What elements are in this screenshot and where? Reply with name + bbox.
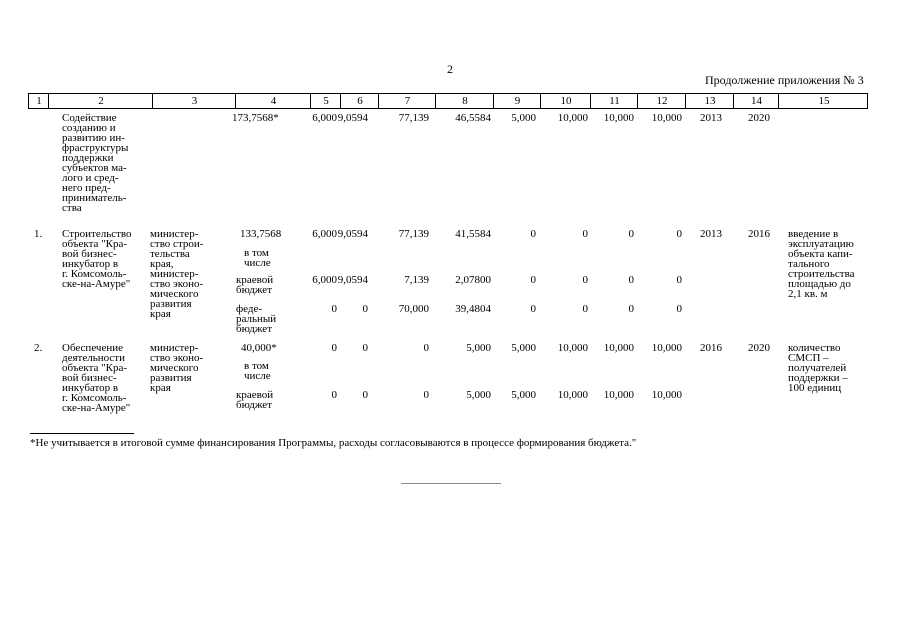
row1-total-col7: 77,139 [398,228,429,240]
intro-start: 2013 [700,112,722,124]
row1-result: введение в эксплуатацию объекта капи- тального строительства площадью до 2,1 кв. м [788,228,855,300]
row1-regional-col5: 6,000 [312,274,337,286]
row2-total-col6: 0 [362,342,368,354]
row2-total-col5: 0 [331,342,337,354]
row2-regional-col9: 5,000 [511,389,536,401]
row1-incl: в том числе [244,247,271,269]
row2-total-col8: 5,000 [466,342,491,354]
row2-end: 2020 [748,342,770,354]
row1-total-col6: 9,0594 [337,228,368,240]
intro-col8: 46,5584 [455,112,491,124]
row1-total-col12: 0 [676,228,682,240]
continuation-label: Продолжение приложения № 3 [705,73,864,87]
end-divider [401,483,501,484]
intro-col6: 9,0594 [337,112,368,124]
footnote-divider [30,433,134,434]
row2-name: Обеспечение деятельности объекта "Кра- вой бизнес- инкубатор в г. Комсомоль- ске-на-Амуре" [62,342,131,414]
row1-federal-col10: 0 [582,303,588,315]
row1-federal-col12: 0 [676,303,682,315]
row1-total-col8: 41,5584 [455,228,491,240]
row1-regional-col11: 0 [628,274,634,286]
row2-regional-col7: 0 [423,389,429,401]
row1-regional-col9: 0 [530,274,536,286]
row1-federal-col9: 0 [530,303,536,315]
intro-end: 2020 [748,112,770,124]
row2-total-col7: 0 [423,342,429,354]
row1-number: 1. [34,228,43,240]
row1-start: 2013 [700,228,722,240]
header-col-1: 1 [36,95,42,107]
row2-incl: в том числе [244,360,271,382]
row2-regional-col10: 10,000 [557,389,588,401]
footnote: *Не учитывается в итоговой сумме финансирования Программы, расходы согласовываются в процессе формирования бюджета." [30,437,637,449]
header-col-3: 3 [191,95,198,107]
row1-federal-col8: 39,4804 [455,303,491,315]
row2-total: 40,000* [241,342,277,354]
row2-total-col10: 10,000 [557,342,588,354]
row2-start: 2016 [700,342,722,354]
header-col-9: 9 [514,95,521,107]
page-number: 2 [447,62,453,76]
row1-executor: министер- ство строи- тельства края, министер- ство эконо- мического развития края [150,228,204,320]
intro-col10: 10,000 [557,112,588,124]
row2-total-col11: 10,000 [603,342,634,354]
row1-regional-col6: 9,0594 [337,274,368,286]
row1-federal-col6: 0 [362,303,368,315]
header-col-4: 4 [270,95,277,107]
row1-total-col5: 6,000 [312,228,337,240]
row1-total-col9: 0 [530,228,536,240]
row1-federal-col5: 0 [331,303,337,315]
row2-total-col9: 5,000 [511,342,536,354]
row2-regional-col5: 0 [331,389,337,401]
row2-regional-col12: 10,000 [651,389,682,401]
row1-total-col11: 0 [628,228,634,240]
row2-number: 2. [34,342,43,354]
header-col-8: 8 [462,95,468,107]
row1-federal-label: феде- ральный бюджет [236,303,277,335]
row1-regional-col8: 2,07800 [455,274,491,286]
row2-result: количество СМСП – получателей поддержки – 100 единиц [788,342,848,394]
header-col-13: 13 [704,95,716,107]
row2-total-col12: 10,000 [651,342,682,354]
intro-col11: 10,000 [603,112,634,124]
intro-col7: 77,139 [398,112,429,124]
row2-regional-col8: 5,000 [466,389,491,401]
intro-col5: 6,000 [312,112,337,124]
row1-regional-col10: 0 [582,274,588,286]
row2-regional-col11: 10,000 [603,389,634,401]
intro-col9: 5,000 [511,112,536,124]
header-col-10: 10 [560,95,572,107]
row2-regional-label: краевой бюджет [236,389,274,411]
row1-name: Строительство объекта "Кра- вой бизнес- инкубатор в г. Комсомоль- ске-на-Амуре" [62,228,132,290]
header-col-5: 5 [323,95,329,107]
row1-federal-col11: 0 [628,303,634,315]
header-col-11: 11 [609,95,620,107]
header-col-2: 2 [98,95,104,107]
row1-total: 133,7568 [240,228,282,240]
header-col-6: 6 [357,95,363,107]
intro-total: 173,7568* [232,112,279,124]
row2-regional-col6: 0 [362,389,368,401]
row1-federal-col7: 70,000 [398,303,429,315]
row1-regional-col12: 0 [676,274,682,286]
intro-col12: 10,000 [651,112,682,124]
row1-regional-label: краевой бюджет [236,274,274,296]
row1-end: 2016 [748,228,770,240]
header-col-7: 7 [404,95,411,107]
row1-total-col10: 0 [582,228,588,240]
intro-name: Содействие созданию и развитию ин- фраструктуры поддержки субъектов ма- лого и сред- него пред- приниматель- ства [62,112,129,214]
header-col-14: 14 [751,95,762,107]
table-header-row [28,93,868,109]
header-col-12: 12 [656,95,668,107]
row2-executor: министер- ство эконо- мического развития края [150,342,204,394]
header-col-15: 15 [818,95,830,107]
row1-regional-col7: 7,139 [404,274,429,286]
